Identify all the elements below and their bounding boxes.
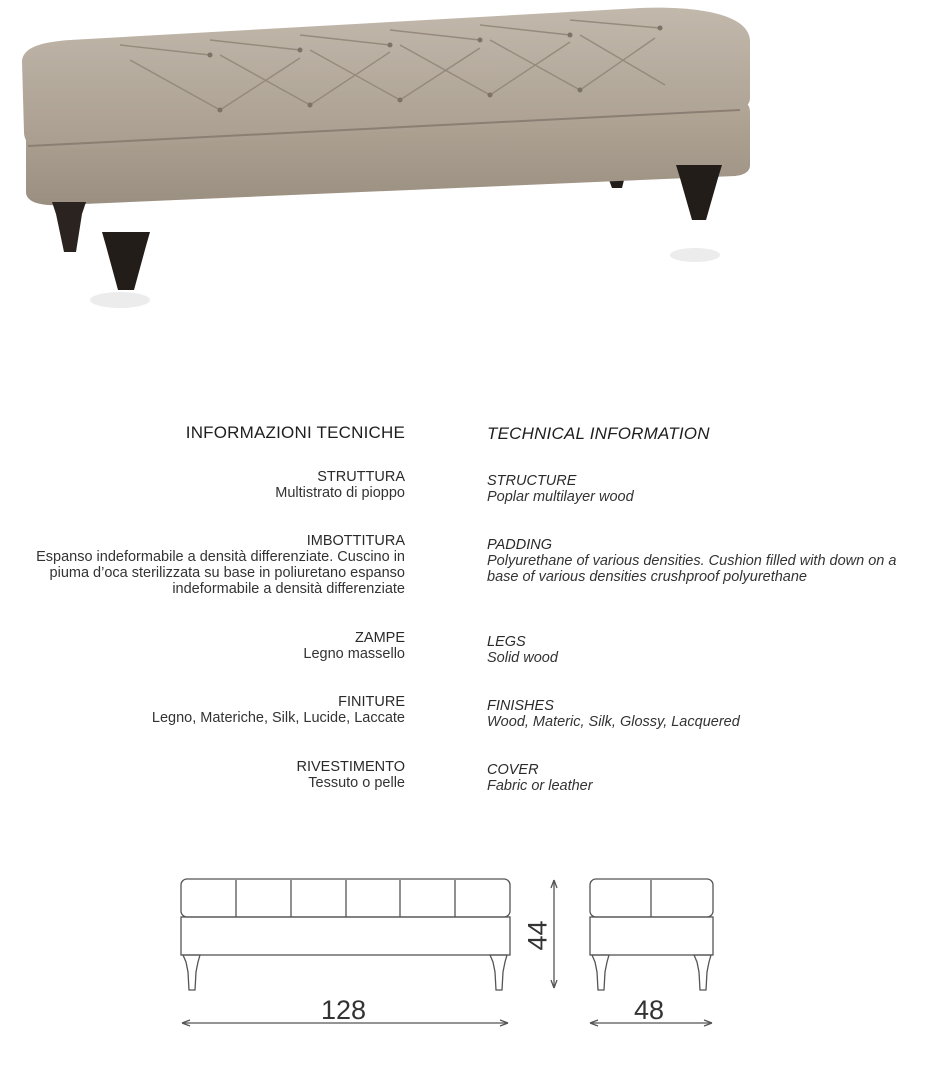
- front-leg-left-back: [52, 202, 86, 252]
- spec-label: LEGS: [487, 634, 526, 650]
- spec-block-cover-en: [487, 762, 927, 794]
- dimension-drawings: [0, 860, 931, 1060]
- spec-label: IMBOTTITURA: [306, 533, 405, 549]
- spec-label: FINITURE: [338, 694, 405, 710]
- spec-label: COVER: [487, 762, 539, 778]
- spec-value: Legno massello: [303, 646, 405, 662]
- front-leg-right: [676, 165, 722, 220]
- spec-value: Wood, Materic, Silk, Glossy, Lacquered: [487, 714, 740, 730]
- dimension-depth-label: 48: [634, 995, 665, 1025]
- leg-shadow: [670, 248, 720, 262]
- spec-block-legs-en: [487, 634, 927, 666]
- spec-block-padding-it: [0, 533, 405, 597]
- dimension-height-label: 44: [522, 920, 553, 951]
- side-view-drawing: [590, 879, 713, 990]
- product-photo: [0, 0, 780, 320]
- spec-value: Tessuto o pelle: [308, 775, 405, 791]
- spec-value: Fabric or leather: [487, 778, 593, 794]
- spec-label: FINISHES: [487, 698, 554, 714]
- spec-value: Multistrato di pioppo: [275, 485, 405, 501]
- dimension-width-label: 128: [321, 995, 367, 1025]
- spec-value: Polyurethane of various densities. Cushion filled with down on a base of various densities crushproof polyurethane: [487, 553, 897, 585]
- spec-block-structure-en: [487, 473, 927, 505]
- spec-block-padding-en: [487, 537, 927, 585]
- front-leg-left: [102, 232, 150, 290]
- spec-value: Legno, Materiche, Silk, Lucide, Laccate: [151, 710, 405, 726]
- leg-shadow: [90, 292, 150, 308]
- spec-block-legs-it: [0, 630, 405, 662]
- spec-label: RIVESTIMENTO: [296, 759, 405, 775]
- spec-label: STRUCTURE: [487, 473, 577, 489]
- dimension-lines: [182, 880, 712, 1026]
- spec-label: STRUTTURA: [317, 469, 405, 485]
- spec-block-structure-it: [0, 469, 405, 501]
- spec-label: ZAMPE: [355, 630, 405, 646]
- spec-value: Solid wood: [487, 650, 558, 666]
- spec-block-cover-it: [0, 759, 405, 791]
- spec-value: Espanso indeformabile a densità differenziate. Cuscino in piuma d’oca sterilizzata su base in poliuretano espanso indeformabile a densità differenziate: [36, 549, 405, 597]
- technical-info-heading-en: TECHNICAL INFORMATION: [487, 424, 710, 443]
- spec-value: Poplar multilayer wood: [487, 489, 634, 505]
- spec-label: PADDING: [487, 537, 552, 553]
- spec-block-finishes-en: [487, 698, 927, 730]
- front-view-drawing: [181, 879, 510, 990]
- technical-info-heading-it: INFORMAZIONI TECNICHE: [185, 423, 405, 442]
- spec-block-finishes-it: [0, 694, 405, 726]
